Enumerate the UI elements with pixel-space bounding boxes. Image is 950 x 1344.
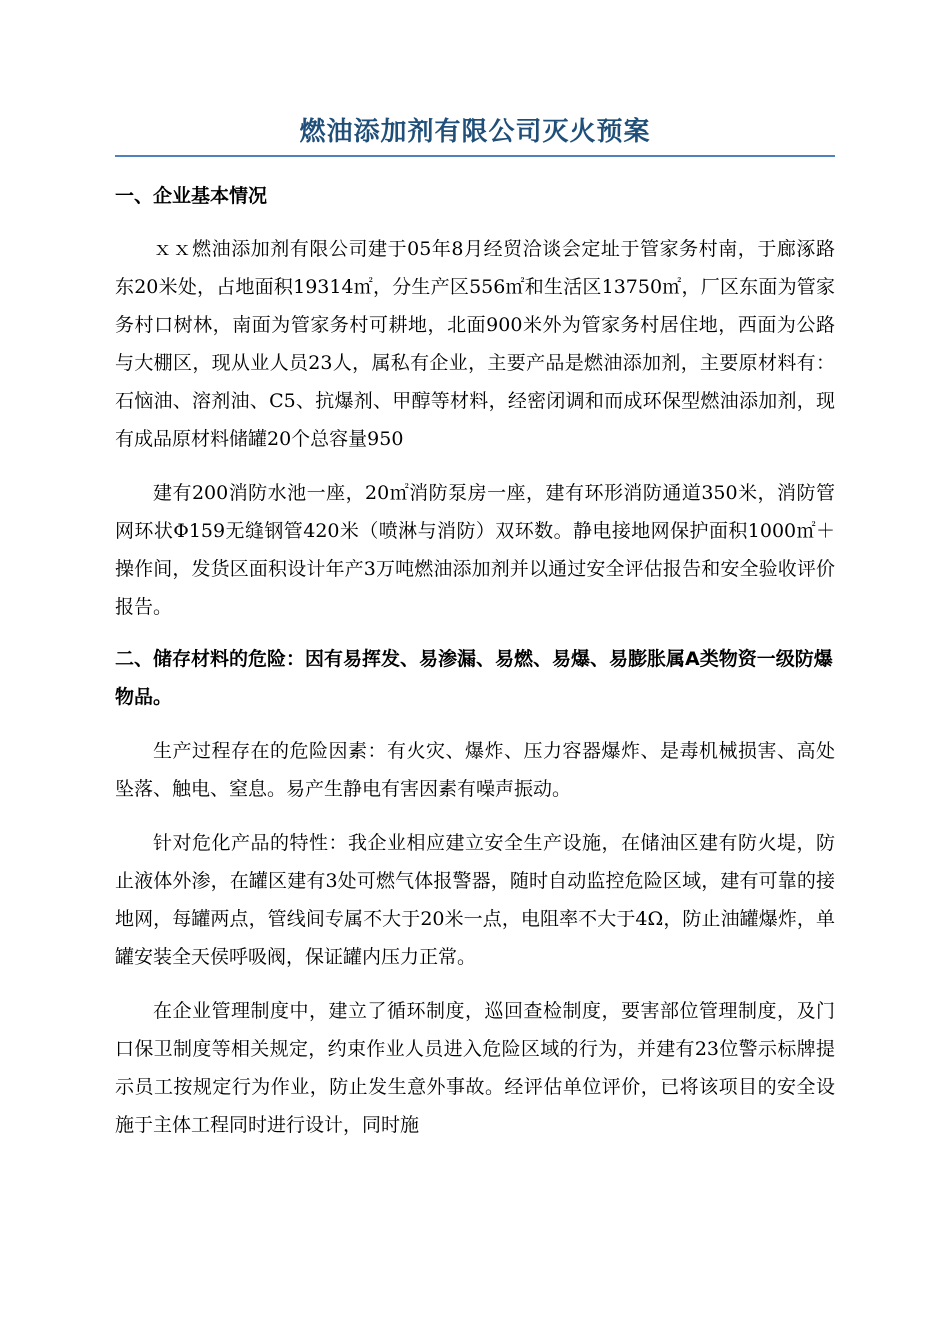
section-heading-storage-hazards: 二、储存材料的危险：因有易挥发、易渗漏、易燃、易爆、易膨胀属A类物资一级防爆物品。 — [115, 648, 833, 708]
paragraph-company-overview: ｘｘ燃油添加剂有限公司建于05年8月经贸洽谈会定址于管家务村南，于廊涿路东20米处，占地面积19314㎡，分生产区556㎡和生活区13750㎡，厂区东面为管家务村口树林，南面为管家务村可耕地，北面900米外为管家务村居住地，西面为公路与大棚区，现从业人员23人，属私有企业，主要产品是燃油添加剂，主要原材料有：石恼油、溶剂油、C5、抗爆剂、甲醇等材料，经密闭调和而成环保型燃油添加剂，现有成品原材料储罐20个总容量950 — [115, 238, 835, 450]
paragraph-management-system: 在企业管理制度中，建立了循环制度，巡回查检制度，要害部位管理制度，及门口保卫制度等相关规定，约束作业人员进入危险区域的行为，并建有23位警示标牌提示员工按规定行为作业，防止发生意外事故。经评估单位评价，已将该项目的安全设施于主体工程同时进行设计，同时施 — [115, 1000, 835, 1136]
paragraph-fire-facilities: 建有200消防水池一座，20㎡消防泵房一座，建有环形消防通道350米，消防管网环状Φ159无缝钢管420米（喷淋与消防）双环数。静电接地网保护面积1000㎡＋操作间，发货区面积设计年产3万吨燃油添加剂并以通过安全评估报告和安全验收评价报告。 — [115, 482, 835, 618]
paragraph-safety-measures: 针对危化产品的特性：我企业相应建立安全生产设施，在储油区建有防火堤，防止液体外渗，在罐区建有3处可燃气体报警器，随时自动监控危险区域，建有可靠的接地网，每罐两点，管线间专属不大于20米一点，电阻率不大于4Ω，防止油罐爆炸，单罐安装全天侯呼吸阀，保证罐内压力正常。 — [115, 832, 835, 968]
section-heading-basic-info: 一、企业基本情况 — [115, 185, 268, 207]
document-page — [115, 112, 835, 1144]
paragraph-production-hazards: 生产过程存在的危险因素：有火灾、爆炸、压力容器爆炸、是毒机械损害、高处坠落、触电、窒息。易产生静电有害因素有噪声振动。 — [115, 740, 835, 800]
document-title: 燃油添加剂有限公司灭火预案 — [115, 112, 835, 157]
